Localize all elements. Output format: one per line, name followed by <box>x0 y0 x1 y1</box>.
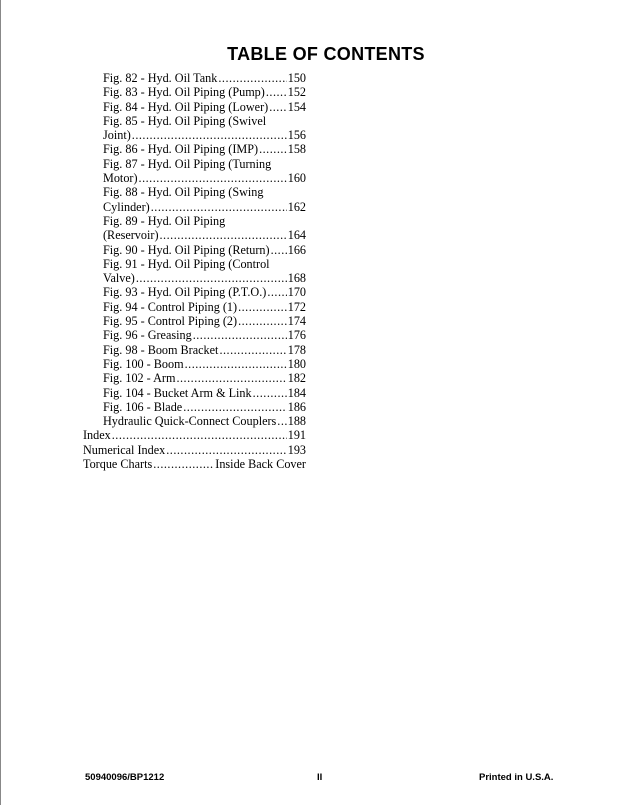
printed-in: Printed in U.S.A. <box>479 772 554 783</box>
page-number: 188 <box>287 414 306 429</box>
dot-leader <box>253 386 287 400</box>
dot-leader <box>139 171 287 185</box>
page-number: 156 <box>287 128 306 143</box>
toc-entry[interactable]: Fig. 106 - Blade ..... 186 <box>83 400 306 414</box>
toc-entry[interactable]: Fig. 87 - Hyd. Oil Piping (Turning Motor) ..... 160 <box>83 157 306 186</box>
dot-leader <box>259 142 287 156</box>
page-number: 166 <box>287 242 306 257</box>
page-number: 172 <box>287 299 306 314</box>
page-number: 162 <box>287 199 306 214</box>
toc-entry[interactable]: Fig. 82 - Hyd. Oil Tank ..... 150 <box>83 71 306 85</box>
page-number: 186 <box>287 399 306 414</box>
toc-entry-torque-charts[interactable]: Torque Charts ..... Inside Back Cover <box>83 457 306 471</box>
toc-entry-numerical-index[interactable]: Numerical Index ..... 193 <box>83 443 306 457</box>
footer-page-number: II <box>317 772 323 783</box>
page-title: TABLE OF CONTENTS <box>227 44 425 64</box>
dot-leader <box>269 100 287 114</box>
dot-leader <box>218 71 286 85</box>
toc-entry[interactable]: Fig. 100 - Boom ..... 180 <box>83 357 306 371</box>
toc-entry[interactable]: Fig. 84 - Hyd. Oil Piping (Lower) ..... 154 <box>83 100 306 114</box>
dot-leader <box>238 314 287 328</box>
page-number: Inside Back Cover <box>215 457 306 472</box>
dot-leader <box>271 243 287 257</box>
dot-leader <box>219 343 286 357</box>
dot-leader <box>136 271 287 285</box>
dot-leader <box>277 414 286 428</box>
dot-leader <box>193 328 287 342</box>
toc-entry[interactable]: Fig. 88 - Hyd. Oil Piping (Swing Cylinder) ..... 162 <box>83 185 306 214</box>
dot-leader <box>185 357 287 371</box>
page-number: 184 <box>287 385 306 400</box>
dot-leader <box>176 371 286 385</box>
toc-entry[interactable]: Fig. 98 - Boom Bracket ..... 178 <box>83 343 306 357</box>
dot-leader <box>132 128 287 142</box>
toc-entry[interactable]: Fig. 93 - Hyd. Oil Piping (P.T.O.) ..... 170 <box>83 285 306 299</box>
toc-entry[interactable]: Hydraulic Quick-Connect Couplers ..... 188 <box>83 414 306 428</box>
toc-entry[interactable]: Fig. 102 - Arm ..... 182 <box>83 371 306 385</box>
page-number: 191 <box>287 428 306 443</box>
page-number: 160 <box>287 171 306 186</box>
page-number: 152 <box>287 85 306 100</box>
toc-entry[interactable]: Fig. 96 - Greasing ..... 176 <box>83 328 306 342</box>
page-number: 150 <box>287 71 306 85</box>
toc-entry-index[interactable]: Index ..... 191 <box>83 428 306 442</box>
toc-entry[interactable]: Fig. 83 - Hyd. Oil Piping (Pump) ..... 152 <box>83 85 306 99</box>
dot-leader <box>266 85 287 99</box>
page-number: 168 <box>287 271 306 286</box>
doc-number: 50940096/BP1212 <box>85 772 165 783</box>
page-number: 193 <box>287 442 306 457</box>
dot-leader <box>238 300 287 314</box>
toc-entry[interactable]: Fig. 89 - Hyd. Oil Piping (Reservoir) ..... 164 <box>83 214 306 243</box>
toc-entry[interactable]: Fig. 94 - Control Piping (1) ..... 172 <box>83 300 306 314</box>
page-number: 178 <box>287 342 306 357</box>
toc-entry[interactable]: Fig. 85 - Hyd. Oil Piping (Swivel Joint) ..... 156 <box>83 114 306 143</box>
toc-entry[interactable]: Fig. 86 - Hyd. Oil Piping (IMP) ..... 158 <box>83 142 306 156</box>
page-edge <box>0 0 1 805</box>
page-number: 154 <box>287 99 306 114</box>
dot-leader <box>153 457 214 471</box>
page-number: 158 <box>287 142 306 157</box>
toc-list <box>83 71 306 471</box>
dot-leader <box>112 428 287 442</box>
toc-entry[interactable]: Fig. 90 - Hyd. Oil Piping (Return) ..... 166 <box>83 243 306 257</box>
page-number: 182 <box>287 371 306 386</box>
toc-entry[interactable]: Fig. 91 - Hyd. Oil Piping (Control Valve) ..... 168 <box>83 257 306 286</box>
page-number: 170 <box>287 285 306 300</box>
page-number: 174 <box>287 314 306 329</box>
page-number: 164 <box>287 228 306 243</box>
page-number: 180 <box>287 356 306 371</box>
dot-leader <box>166 443 286 457</box>
toc-entry[interactable]: Fig. 104 - Bucket Arm & Link ..... 184 <box>83 386 306 400</box>
toc-entry[interactable]: Fig. 95 - Control Piping (2) ..... 174 <box>83 314 306 328</box>
dot-leader <box>183 400 287 414</box>
dot-leader <box>151 200 287 214</box>
page-number: 176 <box>287 328 306 343</box>
dot-leader <box>267 285 286 299</box>
dot-leader <box>160 228 287 242</box>
